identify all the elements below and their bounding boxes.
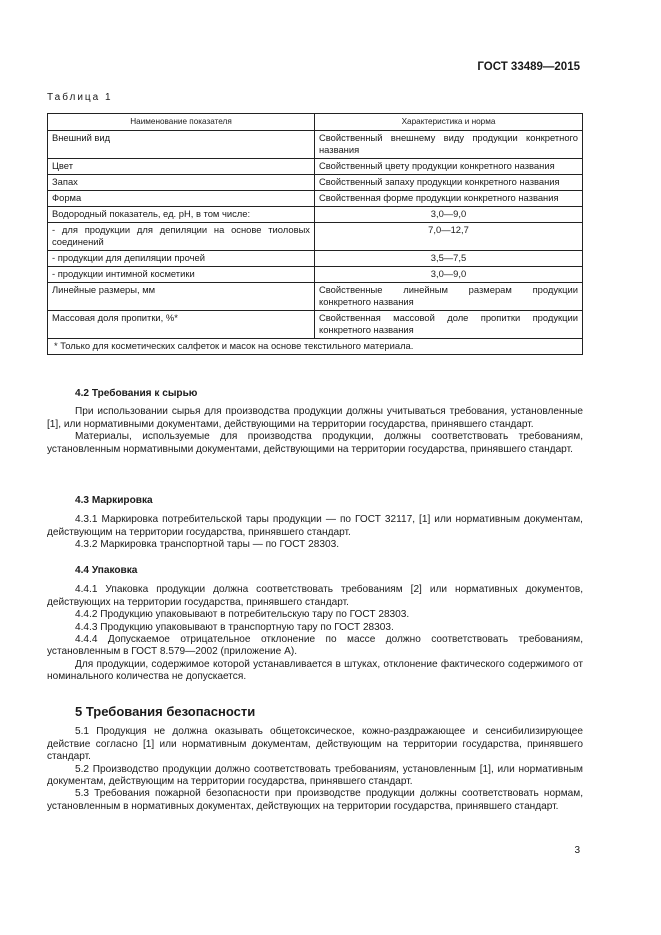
table-cell: Свойственный запаху продукции конкретного названия	[315, 175, 583, 191]
section-heading: 4.2 Требования к сырью	[75, 388, 198, 399]
table-cell: - продукции интимной косметики	[48, 267, 315, 283]
table-row	[48, 207, 583, 223]
paragraph: 4.3.1 Маркировка потребительской тары продукции — по ГОСТ 32117, [1] или нормативным документам, действующим на территории государства, принявшего стандарт.	[47, 514, 583, 538]
paragraph: Для продукции, содержимое которой устанавливается в штуках, отклонение фактического содержимого от номинального количества не допускается.	[47, 658, 583, 683]
chapter-heading: 5 Требования безопасности	[75, 704, 256, 719]
table-row	[48, 223, 583, 251]
paragraph: 4.4.4 Допускаемое отрицательное отклонение по массе должно соответствовать требованиям, установленным в ГОСТ 8.579—2002 (приложение А).	[47, 634, 583, 658]
table-cell: 3,5—7,5	[315, 251, 583, 267]
paragraph: 5.1 Продукция не должна оказывать общетоксическое, кожно-раздражающее и сенсибилизирующее действие согласно [1] или нормативным документам, действующим на территории государства, принявшего стандарт.	[47, 726, 583, 763]
table-cell: 3,0—9,0	[315, 267, 583, 283]
table-cell: Свойственный цвету продукции конкретного названия	[315, 159, 583, 175]
document-header: ГОСТ 33489—2015	[477, 61, 580, 73]
table-cell: Форма	[48, 191, 315, 207]
table-cell: Свойственные линейным размерам продукции конкретного названия	[315, 283, 583, 311]
table-row	[48, 131, 583, 159]
paragraph: Материалы, используемые для производства продукции, должны соответствовать требованиям, установленным нормативными документами, действующими на территории государства, принявшего стандарт.	[47, 431, 583, 455]
table-footnote: * Только для косметических салфеток и масок на основе текстильного материала.	[48, 339, 583, 355]
table-cell: 3,0—9,0	[315, 207, 583, 223]
section-4-2	[47, 388, 583, 456]
page-number: 3	[574, 845, 580, 856]
table-row	[48, 267, 583, 283]
section-4-3	[47, 495, 583, 552]
table-footnote-row	[48, 339, 583, 355]
table-caption: Таблица 1	[47, 92, 113, 103]
table-cell: Свойственная форме продукции конкретного названия	[315, 191, 583, 207]
section-heading: 4.3 Маркировка	[75, 495, 153, 506]
table-row	[48, 175, 583, 191]
table-cell: 7,0—12,7	[315, 223, 583, 251]
table-header-row	[48, 114, 583, 131]
spec-table	[47, 113, 583, 355]
table-row	[48, 159, 583, 175]
table-cell: Свойственный внешнему виду продукции конкретного названия	[315, 131, 583, 159]
table-row	[48, 191, 583, 207]
table-cell: Водородный показатель, ед. pH, в том числе:	[48, 207, 315, 223]
table-cell: Цвет	[48, 159, 315, 175]
paragraph: 4.4.1 Упаковка продукции должна соответствовать требованиям [2] или нормативных документов, действующих на территории государства, принявшего стандарт.	[47, 584, 583, 608]
table-row	[48, 311, 583, 339]
paragraph: 4.4.2 Продукцию упаковывают в потребительскую тару по ГОСТ 28303.	[75, 609, 410, 621]
paragraph: 5.3 Требования пожарной безопасности при производстве продукции должны соответствовать нормам, установленным в нормативных документах, действующих на территории государства, принявшего стандарт.	[47, 788, 583, 812]
table-row	[48, 251, 583, 267]
table-cell: Запах	[48, 175, 315, 191]
table-cell: Свойственная массовой доле пропитки продукции конкретного названия	[315, 311, 583, 339]
column-header: Наименование показателя	[48, 114, 315, 131]
table-cell: - продукции для депиляции прочей	[48, 251, 315, 267]
section-4-4	[47, 565, 583, 684]
section-heading: 4.4 Упаковка	[75, 565, 138, 576]
table-cell: Внешний вид	[48, 131, 315, 159]
table-cell: - для продукции для депиляции на основе тиоловых соединений	[48, 223, 315, 251]
table-row	[48, 283, 583, 311]
paragraph: 4.4.3 Продукцию упаковывают в транспортную тару по ГОСТ 28303.	[75, 621, 394, 633]
table-cell: Линейные размеры, мм	[48, 283, 315, 311]
paragraph: При использовании сырья для производства продукции должны учитываться требования, установленные [1], или нормативными документами, действующими на территории государства, принявшего стандарт.	[47, 406, 583, 430]
table-cell: Массовая доля пропитки, %*	[48, 311, 315, 339]
section-5	[47, 706, 583, 813]
paragraph: 4.3.2 Маркировка транспортной тары — по ГОСТ 28303.	[75, 539, 340, 551]
column-header: Характеристика и норма	[315, 114, 583, 131]
paragraph: 5.2 Производство продукции должно соответствовать требованиям, установленным [1], или нормативным документам, действующим на территории государства, принявшего стандарт.	[47, 763, 583, 788]
